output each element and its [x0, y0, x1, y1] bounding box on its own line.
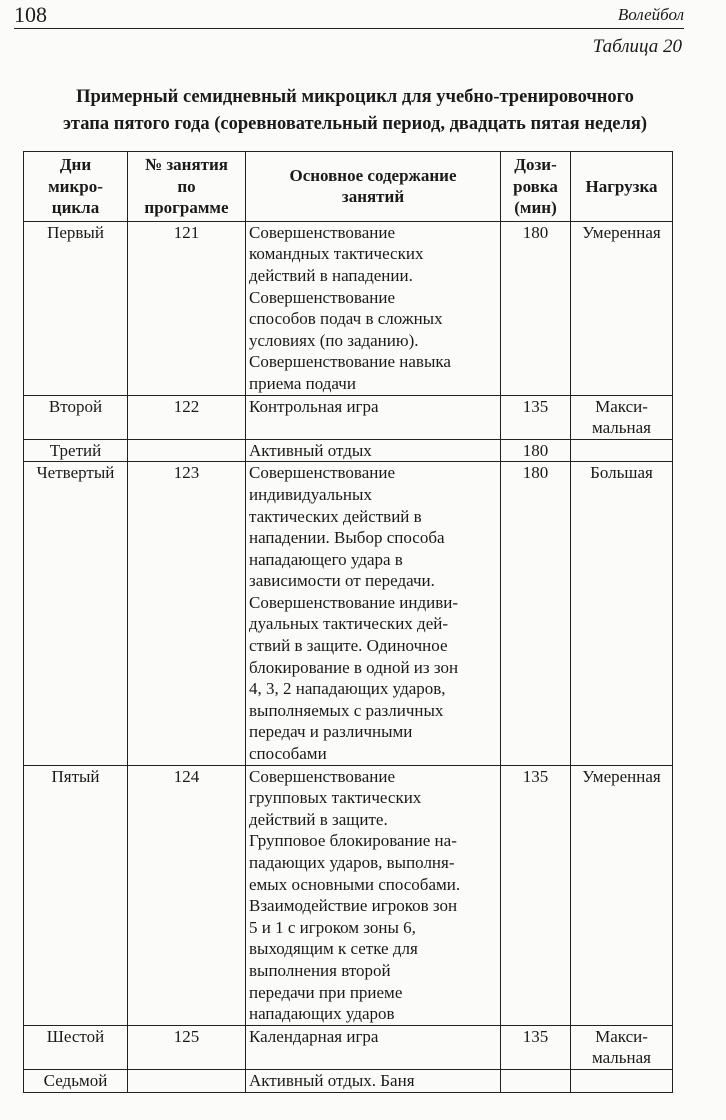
content-cell: Совершенствование командных тактических действий в нападении. Совершенствование способов подач в сложных условиях (по заданию). Совершенствование навыка приема подачи — [246, 221, 501, 395]
load-cell: Большая — [571, 462, 673, 765]
dosage-cell: 135 — [501, 765, 571, 1025]
table-row — [24, 439, 673, 462]
content-cell: Совершенствование индивидуальных тактических действий в нападении. Выбор способа нападающего удара в зависимости от передачи. Совершенствование индиви- дуальных тактических дей- ствий в защите. Одиночное блокирование в одной из зон 4, 3, 2 нападающих ударов, выполняемых с различных передач и различными способами — [246, 462, 501, 765]
page-number: 108 — [14, 2, 47, 27]
table-row — [24, 1069, 673, 1092]
dosage-cell — [501, 1069, 571, 1092]
day-cell: Второй — [24, 395, 128, 439]
content-cell: Активный отдых — [246, 439, 501, 462]
load-cell: Умеренная — [571, 765, 673, 1025]
day-cell: Третий — [24, 439, 128, 462]
load-cell: Умеренная — [571, 221, 673, 395]
session-cell: 125 — [128, 1025, 246, 1069]
column-header-content: Основное содержание занятий — [246, 152, 501, 222]
load-cell: Макси- мальная — [571, 395, 673, 439]
content-cell: Активный отдых. Баня — [246, 1069, 501, 1092]
microcycle-table — [23, 151, 673, 1093]
table-row — [24, 221, 673, 395]
day-cell: Первый — [24, 221, 128, 395]
dosage-cell: 135 — [501, 395, 571, 439]
session-cell — [128, 1069, 246, 1092]
day-cell: Четвертый — [24, 462, 128, 765]
column-header-session: № занятия по программе — [128, 152, 246, 222]
session-cell — [128, 439, 246, 462]
column-header-day: Дни микро- цикла — [24, 152, 128, 222]
load-cell — [571, 1069, 673, 1092]
running-head: Волейбол — [612, 4, 684, 26]
table-row — [24, 1025, 673, 1069]
content-cell: Календарная игра — [246, 1025, 501, 1069]
session-cell: 122 — [128, 395, 246, 439]
table-caption: Примерный семидневный микроцикл для учебно-тренировочного этапа пятого года (соревновательный период, двадцать пятая неделя) — [62, 87, 648, 134]
table-label: Таблица 20 — [592, 36, 682, 57]
day-cell: Пятый — [24, 765, 128, 1025]
content-cell: Совершенствование групповых тактических действий в защите. Групповое блокирование на- падающих ударов, выполня- емых основными способами. Взаимодействие игроков зон 5 и 1 с игроком зоны 6, выходящим к сетке для выполнения второй передачи при приеме нападающих ударов — [246, 765, 501, 1025]
dosage-cell: 180 — [501, 439, 571, 462]
table-row — [24, 765, 673, 1025]
dosage-cell: 135 — [501, 1025, 571, 1069]
day-cell: Седьмой — [24, 1069, 128, 1092]
page-header — [14, 2, 684, 29]
load-cell: Макси- мальная — [571, 1025, 673, 1069]
day-cell: Шестой — [24, 1025, 128, 1069]
table-header-row — [24, 152, 673, 222]
session-cell: 123 — [128, 462, 246, 765]
dosage-cell: 180 — [501, 462, 571, 765]
session-cell: 124 — [128, 765, 246, 1025]
column-header-dosage: Дози- ровка (мин) — [501, 152, 571, 222]
dosage-cell: 180 — [501, 221, 571, 395]
table-row — [24, 462, 673, 765]
load-cell — [571, 439, 673, 462]
session-cell: 121 — [128, 221, 246, 395]
column-header-load: Нагрузка — [571, 152, 673, 222]
content-cell: Контрольная игра — [246, 395, 501, 439]
table-row — [24, 395, 673, 439]
